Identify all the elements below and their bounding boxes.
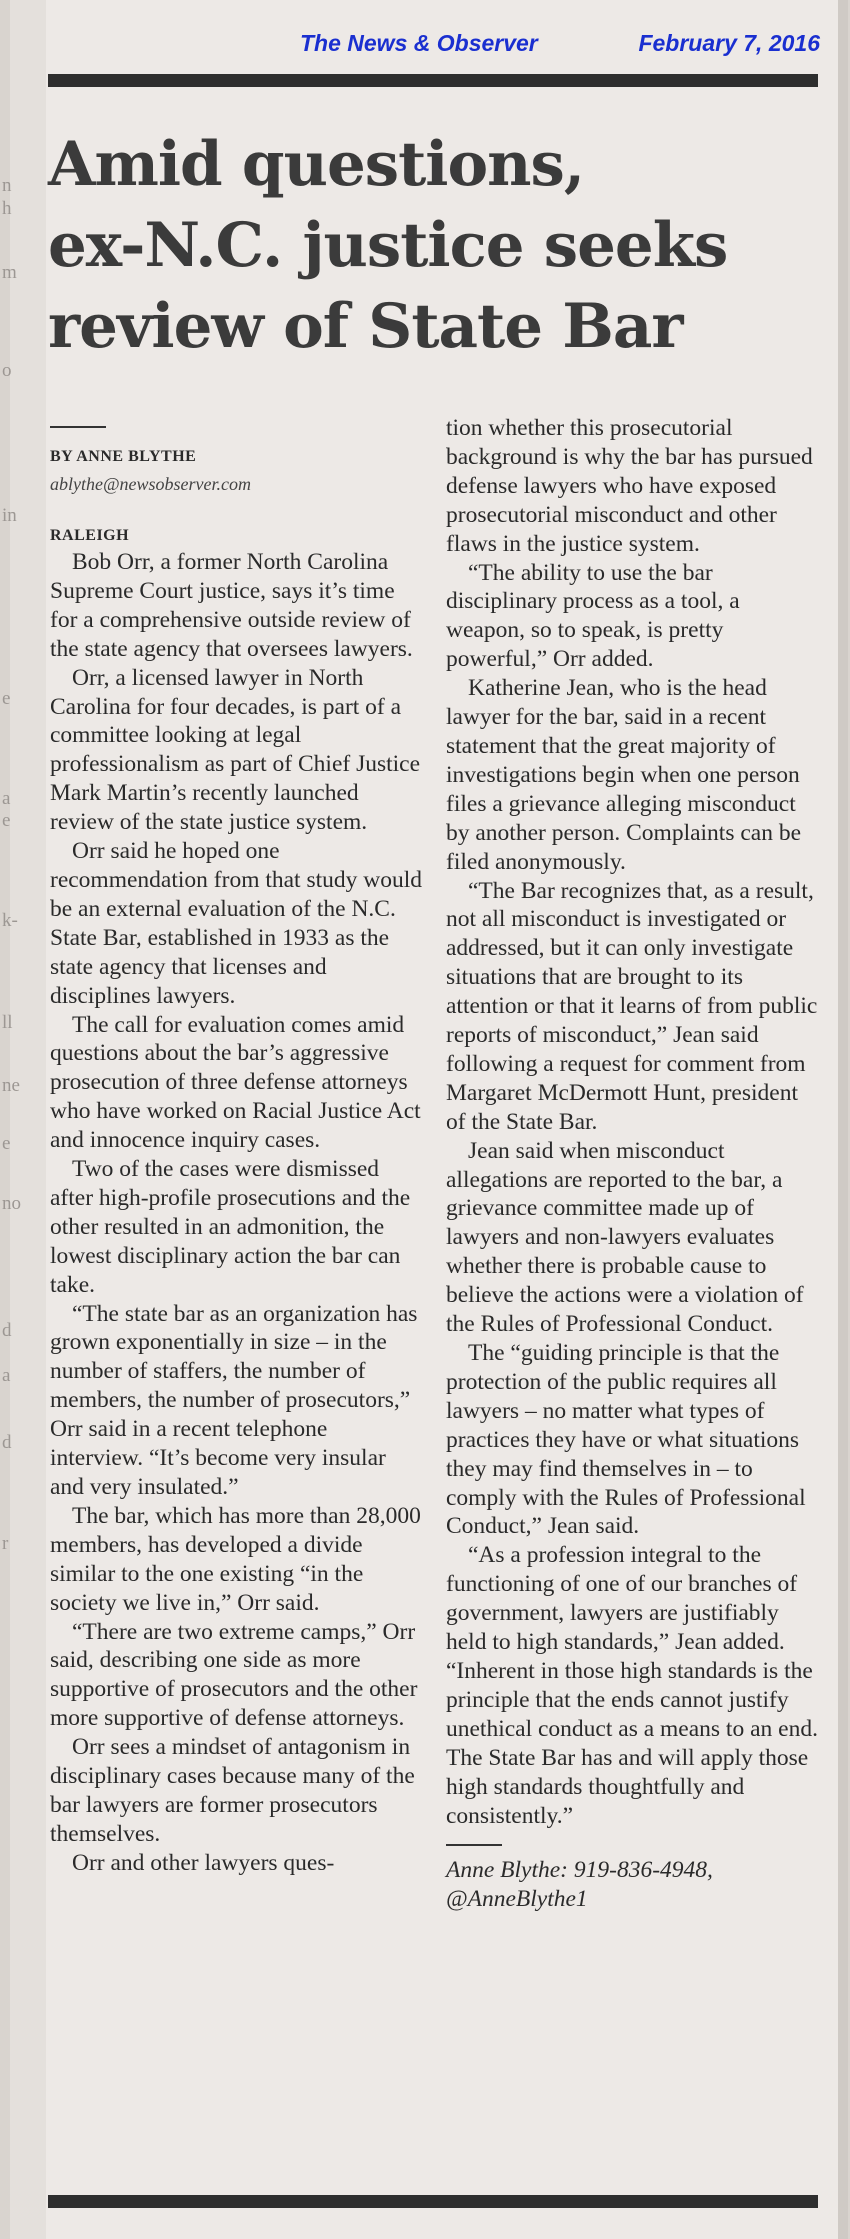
article-column-left: [50, 414, 422, 1878]
bleed-letter: h: [2, 198, 12, 219]
bleed-letter: ne: [2, 1075, 20, 1096]
masthead: [300, 30, 820, 57]
article-paragraph: “The Bar recognizes that, as a result, not all misconduct is investigated or addressed, but it can only investigate situations that are brought to its attention or that it learns of from public reports of misconduct,” Jean said following a request for comment from Margaret McDermott Hunt, president of the State Bar.: [446, 877, 818, 1135]
dateline: RALEIGH: [50, 527, 130, 544]
article-paragraph: Bob Orr, a former North Carolina Supreme Court justice, says it’s time for a comprehensive outside review of the state agency that oversees lawyers.: [50, 549, 413, 662]
author-contact: Anne Blythe: 919-836-4948, @AnneBlythe1: [446, 1857, 713, 1913]
bleed-letter: no: [2, 1193, 21, 1214]
bleed-letter: e: [2, 688, 11, 709]
bleed-letter: n: [2, 175, 12, 196]
article-paragraph: “The ability to use the bar disciplinary process as a tool, a weapon, so to speak, is pretty powerful,” Orr added.: [446, 559, 740, 673]
article-paragraph: The call for evaluation comes amid questions about the bar’s aggressive prosecution of three defense attorneys who have worked on Racial Justice Act and innocence inquiry cases.: [50, 1011, 421, 1154]
paper-name: The News & Observer: [300, 30, 538, 56]
bleed-letter: a: [2, 1365, 11, 1386]
article-paragraph: The “guiding principle is that the protection of the public requires all lawyers – no matter what types of practices they have or what situations they may find themselves in – to comply with the Rules of Professional Conduct,” Jean said.: [446, 1340, 806, 1540]
bleed-letter: m: [2, 262, 17, 283]
bottom-rule: [48, 2195, 818, 2208]
bleed-letter: a: [2, 788, 11, 809]
headline: [48, 124, 828, 367]
bleed-letter: in: [2, 505, 17, 526]
article-column-right: [446, 414, 818, 1914]
byline-rule: [50, 426, 106, 428]
headline-line: ex-N.C. justice seeks: [48, 210, 728, 281]
bleed-letter: d: [2, 1432, 12, 1453]
bleed-letter: e: [2, 1133, 11, 1154]
bleed-letter: k-: [2, 910, 18, 931]
author-email: ablythe@newsobserver.com: [50, 474, 252, 494]
article-paragraph: “The state bar as an organization has grown exponentially in size – in the number of staffers, the number of members, the number of prosecutors,” Orr said in a recent telephone interview. “It’s become very insular and very insulated.”: [50, 1300, 418, 1500]
bleed-letter: ll: [2, 1012, 13, 1033]
bleed-letter: e: [2, 810, 11, 831]
publication-date: February 7, 2016: [638, 30, 820, 56]
article-paragraph: “As a profession integral to the functioning of one of our branches of government, lawyers are justifiably held to high standards,” Jean added. “Inherent in those high standards is the principle that the ends cannot justify unethical conduct as a means to an end. The State Bar has and will apply those high standards thoughtfully and consistently.”: [446, 1542, 818, 1829]
byline: BY ANNE BLYTHE: [50, 448, 197, 465]
contact-rule: [446, 1844, 502, 1846]
article-paragraph: Orr sees a mindset of antagonism in disciplinary cases because many of the bar lawyers are former prosecutors themselves.: [50, 1734, 415, 1847]
adjacent-column-bleed: [10, 0, 46, 2239]
top-rule: [48, 74, 818, 87]
bleed-letter: r: [2, 1533, 9, 1554]
article-paragraph: Katherine Jean, who is the head lawyer for the bar, said in a recent statement that the great majority of investigations begin when one person files a grievance alleging misconduct by another person. Complaints can be filed anonymously.: [446, 675, 802, 875]
bleed-letter: d: [2, 1320, 12, 1341]
article-paragraph: Jean said when misconduct allegations are reported to the bar, a grievance committee made up of lawyers and non-lawyers evaluates whether there is probable cause to believe the actions were a violation of the Rules of Professional Conduct.: [446, 1137, 804, 1338]
article-paragraph: Orr and other lawyers ques-: [72, 1849, 335, 1876]
article-paragraph: Two of the cases were dismissed after high-profile prosecutions and the other resulted in an admonition, the lowest disciplinary action the bar can take.: [50, 1156, 411, 1298]
headline-line: review of State Bar: [48, 291, 683, 362]
bleed-letter: o: [2, 360, 12, 381]
article-paragraph: Orr, a licensed lawyer in North Carolina for four decades, is part of a committee looking at legal professionalism as part of Chief Justice Mark Martin’s recently launched review of the state justice system.: [50, 664, 421, 836]
right-edge-shadow: [838, 0, 848, 2239]
headline-line: Amid questions,: [48, 129, 585, 200]
article-paragraph: Orr said he hoped one recommendation from that study would be an external evaluation of the N.C. State Bar, established in 1933 as the state agency that licenses and disciplines lawyers.: [50, 838, 423, 1009]
article-paragraph: “There are two extreme camps,” Orr said, describing one side as more supportive of prosecutors and the other more supportive of defense attorneys.: [50, 1618, 418, 1732]
article-paragraph: The bar, which has more than 28,000 members, has developed a divide similar to the one existing “in the society we live in,” Orr said.: [50, 1502, 421, 1616]
paragraph-continuation: tion whether this prosecutorial background is why the bar has pursued defense lawyers who have exposed prosecutorial misconduct and other flaws in the justice system.: [446, 415, 813, 557]
